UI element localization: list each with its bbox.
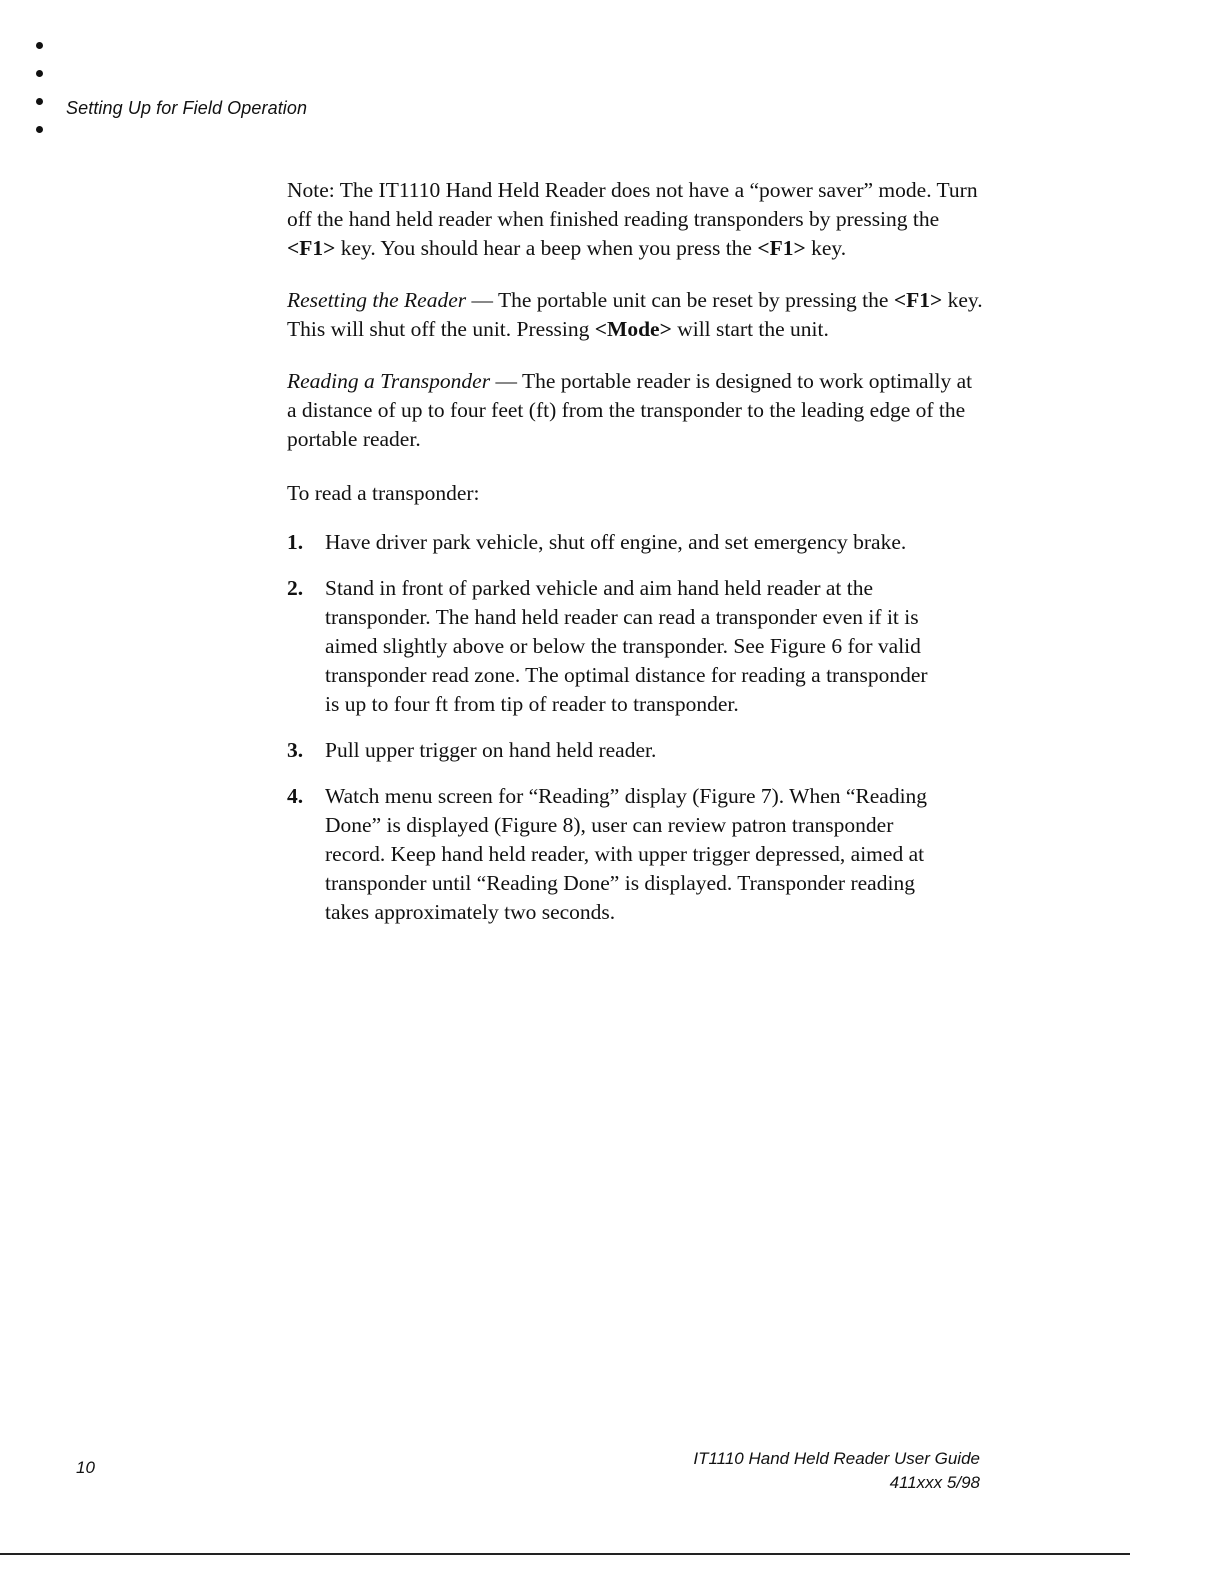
step-text: Pull upper trigger on hand held reader. xyxy=(325,738,657,762)
resetting-text-middle: key. This will shut off the unit. Pressing xyxy=(287,288,983,341)
step-text: Watch menu screen for “Reading” display (Figure 7). When “Reading Done” is displayed (Figure 8), user can review patron transponder record. Keep hand held reader, with upper trigger depressed, aimed at transponder until “Reading Done” is displayed. Transponder reading takes approximately two seconds. xyxy=(325,784,928,924)
f1-key-label: <F1> xyxy=(893,288,943,312)
resetting-text-start: — The portable unit can be reset by pressing the xyxy=(466,288,894,312)
document-code: 411xxx 5/98 xyxy=(889,1473,980,1492)
page-number: 10 xyxy=(76,1458,95,1477)
note-text-start: Note: The IT1110 Hand Held Reader does not have a “power saver” mode. Turn off the hand held reader when finished reading transponders by pressing the xyxy=(287,178,978,231)
step-item xyxy=(287,782,945,927)
step-item xyxy=(287,736,945,765)
margin-bullet-4 xyxy=(36,126,43,133)
f1-key-label: <F1> xyxy=(757,236,806,260)
note-text-middle: key. You should hear a beep when you press the xyxy=(335,236,758,260)
step-number: 2. xyxy=(287,576,304,600)
margin-bullet-2 xyxy=(36,70,43,77)
margin-bullet-3 xyxy=(36,98,43,105)
step-item xyxy=(287,528,945,557)
step-item xyxy=(287,574,945,719)
procedure-intro: To read a transponder: xyxy=(287,481,480,505)
resetting-paragraph xyxy=(287,286,987,344)
step-text: Have driver park vehicle, shut off engine, and set emergency brake. xyxy=(325,530,907,554)
guide-title: IT1110 Hand Held Reader User Guide xyxy=(693,1449,980,1468)
resetting-run-in-heading: Resetting the Reader xyxy=(287,288,467,312)
reading-paragraph xyxy=(287,367,987,454)
procedure-steps xyxy=(287,528,987,927)
mode-key-label: <Mode> xyxy=(594,317,672,341)
reading-text: — The portable reader is designed to work optimally at a distance of up to four feet (ft) from the transponder to the leading edge of the portable reader. xyxy=(287,369,973,451)
step-number: 4. xyxy=(287,784,304,808)
step-number: 1. xyxy=(287,530,304,554)
margin-bullet-1 xyxy=(36,42,43,49)
resetting-text-end: will start the unit. xyxy=(671,317,829,341)
page-body xyxy=(287,176,987,944)
step-text: Stand in front of parked vehicle and aim hand held reader at the transponder. The hand held reader can read a transponder even if it is aimed slightly above or below the transponder. See Figure 6 for valid transponder read zone. The optimal distance for reading a transponder is up to four ft from tip of reader to transponder. xyxy=(325,576,928,716)
f1-key-label: <F1> xyxy=(287,236,336,260)
step-number: 3. xyxy=(287,738,304,762)
footer-document-info xyxy=(693,1447,980,1495)
note-text-end: key. xyxy=(805,236,847,260)
running-head: Setting Up for Field Operation xyxy=(66,98,308,118)
note-paragraph xyxy=(287,176,987,263)
reading-run-in-heading: Reading a Transponder xyxy=(287,369,491,393)
bottom-rule xyxy=(0,1553,1130,1555)
